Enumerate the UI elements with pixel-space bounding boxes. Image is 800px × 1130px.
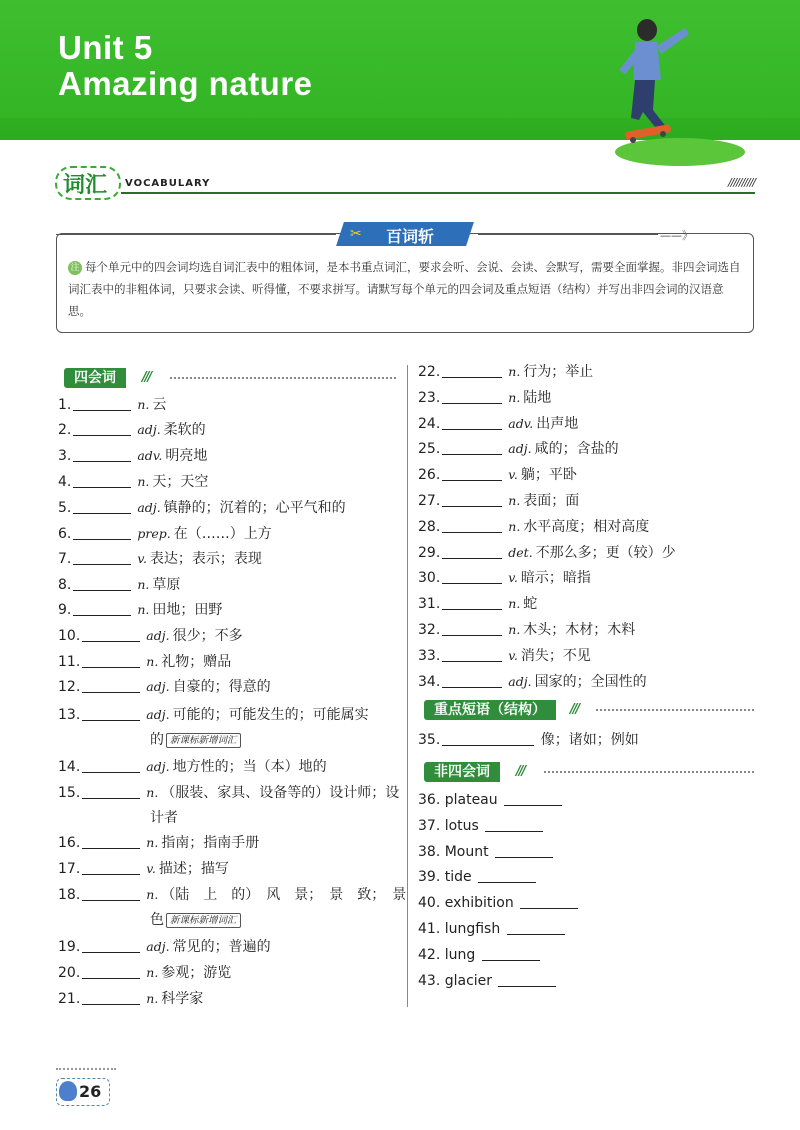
- item-definition: 可能的；可能发生的；可能属实: [172, 707, 369, 723]
- footer-dots: [56, 1068, 116, 1070]
- part-of-speech: adv.: [508, 415, 534, 431]
- item-number: 10.: [58, 628, 81, 644]
- part-of-speech: adj.: [146, 628, 170, 643]
- part-of-speech: adj.: [137, 422, 161, 437]
- answer-blank[interactable]: [442, 468, 502, 481]
- answer-blank[interactable]: [82, 655, 140, 668]
- answer-blank[interactable]: [498, 974, 556, 987]
- item-number: 31.: [418, 596, 441, 613]
- item-number: 5.: [58, 500, 72, 516]
- part-of-speech: n.: [137, 577, 150, 592]
- part-of-speech: adv.: [137, 448, 163, 463]
- part-of-speech: n.: [508, 493, 521, 508]
- item-number: 30.: [418, 570, 441, 587]
- vocab-item: [418, 672, 647, 692]
- group-four-header: [64, 368, 396, 388]
- item-definition: 天；天空: [152, 474, 209, 490]
- vocab-item: [58, 626, 243, 646]
- item-definition: 咸的；含盐的: [534, 441, 619, 458]
- vocab-item: [418, 362, 593, 382]
- group-nonfour-bars: ///: [516, 764, 525, 779]
- part-of-speech: n.: [508, 364, 521, 379]
- answer-blank[interactable]: [495, 845, 553, 858]
- part-of-speech: n.: [137, 602, 150, 617]
- vocab-item: [418, 491, 579, 511]
- vocab-item: [58, 885, 406, 905]
- answer-blank[interactable]: [520, 896, 578, 909]
- answer-blank[interactable]: [482, 948, 540, 961]
- item-number: 40.: [418, 895, 441, 912]
- answer-blank[interactable]: [507, 922, 565, 935]
- non-four-item: [418, 790, 564, 810]
- item-number: 37.: [418, 817, 441, 834]
- answer-blank[interactable]: [73, 578, 131, 591]
- vocab-item-continuation: [150, 910, 241, 930]
- part-of-speech: n.: [137, 474, 150, 489]
- item-number: 41.: [418, 921, 441, 937]
- intro-top-line-left: [56, 234, 336, 235]
- item-word: lotus: [444, 817, 479, 834]
- answer-blank[interactable]: [82, 680, 140, 693]
- item-number: 25.: [418, 441, 441, 458]
- answer-blank[interactable]: [485, 819, 543, 832]
- item-definition: 像；诸如；例如: [540, 732, 639, 748]
- part-of-speech: n.: [508, 622, 521, 637]
- part-of-speech: v.: [508, 570, 518, 586]
- item-definition: 自豪的；得意的: [172, 679, 271, 695]
- vocab-item-continuation: [150, 808, 178, 828]
- group-nonfour-dots: [544, 771, 754, 773]
- item-number: 20.: [58, 965, 81, 981]
- item-number: 21.: [58, 991, 81, 1007]
- vocab-item: [58, 600, 222, 620]
- answer-blank[interactable]: [82, 888, 140, 901]
- answer-blank[interactable]: [82, 862, 140, 875]
- item-number: 29.: [418, 544, 441, 561]
- part-of-speech: adj.: [146, 679, 170, 694]
- answer-blank[interactable]: [442, 675, 502, 688]
- item-number: 9.: [58, 602, 72, 618]
- answer-blank[interactable]: [82, 629, 140, 642]
- item-number: 6.: [58, 526, 72, 542]
- sword-icon: ✂: [350, 226, 362, 242]
- answer-blank[interactable]: [478, 870, 536, 883]
- item-definition: 科学家: [161, 991, 204, 1007]
- group-nonfour-label: 非四会词: [424, 762, 500, 782]
- item-definition: 参观；游览: [161, 965, 232, 981]
- intro-text-body: 每个单元中的四会词均选自词汇表中的粗体词，是本书重点词汇，要求会听、会说、会读、会默写，需要全面掌握。非四会词选自词汇表中的非粗体词，只要求会读、听得懂，不要求拼写。请默写每个单元的四会词及重点短语（结构）并写出非四会词的汉语意思。: [68, 260, 741, 318]
- group-phrase-dots: [596, 709, 754, 711]
- group-four-dots: [170, 377, 396, 379]
- item-number: 35.: [418, 732, 441, 748]
- vocab-item: [418, 568, 591, 588]
- answer-blank[interactable]: [82, 992, 140, 1005]
- vocab-item: [418, 388, 551, 408]
- item-word: tide: [444, 869, 472, 886]
- part-of-speech: n.: [146, 991, 159, 1006]
- vocab-item: [58, 446, 207, 466]
- answer-blank[interactable]: [442, 417, 502, 430]
- item-word: lung: [444, 946, 476, 963]
- group-four-bars: ///: [142, 370, 151, 385]
- vocabulary-title-en: VOCABULARY: [125, 178, 211, 189]
- item-definition: 消失；不见: [520, 647, 591, 664]
- part-of-speech: adj.: [508, 441, 532, 457]
- skateboarder-illustration: [605, 10, 695, 150]
- part-of-speech: n.: [146, 785, 159, 800]
- part-of-speech: adj.: [146, 759, 170, 774]
- answer-blank[interactable]: [442, 623, 502, 636]
- vocab-item: [418, 543, 676, 563]
- item-definition: 国家的；全国性的: [534, 673, 647, 690]
- item-number: 22.: [418, 364, 441, 380]
- vocab-item: [58, 989, 203, 1009]
- non-four-item: [418, 919, 567, 939]
- item-definition: （陆 上 的） 风 景； 景 致； 景: [161, 887, 407, 903]
- answer-blank[interactable]: [442, 365, 502, 378]
- answer-blank[interactable]: [73, 603, 131, 616]
- item-number: 18.: [58, 887, 81, 903]
- item-definition: 表达；表示；表现: [149, 551, 262, 567]
- unit-number: Unit 5: [58, 29, 153, 66]
- item-number: 12.: [58, 679, 81, 695]
- answer-blank[interactable]: [82, 966, 140, 979]
- item-word: exhibition: [444, 895, 514, 912]
- item-definition: 不那么多；更（较）少: [535, 544, 676, 561]
- non-four-item: [418, 867, 538, 887]
- part-of-speech: adj.: [146, 939, 170, 954]
- item-definition: 礼物；赠品: [161, 654, 232, 670]
- item-definition: 柔软的: [163, 422, 206, 438]
- item-definition: 很少；不多: [172, 628, 243, 644]
- vocab-item: [418, 465, 577, 485]
- part-of-speech: v.: [146, 861, 156, 876]
- item-number: 26.: [418, 467, 441, 484]
- item-definition: 云: [152, 397, 167, 413]
- answer-blank[interactable]: [82, 836, 140, 849]
- vocab-item: [58, 859, 229, 879]
- intro-tag: 百词斩: [385, 227, 434, 246]
- item-definition: 躺；平卧: [520, 467, 577, 484]
- vocab-item: [58, 498, 346, 518]
- vocab-item: [58, 652, 231, 672]
- vocab-item: [58, 783, 399, 803]
- vocab-item: [58, 705, 369, 725]
- item-number: 39.: [418, 869, 441, 886]
- item-number: 19.: [58, 939, 81, 955]
- vocab-item: [58, 395, 166, 415]
- intro-text: [68, 256, 744, 322]
- item-definition: 地方性的；当（本）地的: [172, 759, 327, 775]
- item-number: 24.: [418, 415, 441, 432]
- answer-blank[interactable]: [82, 708, 140, 721]
- answer-blank[interactable]: [442, 571, 502, 584]
- part-of-speech: adj.: [146, 707, 170, 722]
- item-number: 7.: [58, 551, 72, 567]
- answer-blank[interactable]: [442, 391, 502, 404]
- item-number: 38.: [418, 843, 441, 860]
- vocab-item: [58, 472, 208, 492]
- item-word: plateau: [444, 792, 498, 808]
- part-of-speech: det.: [508, 544, 533, 560]
- non-four-item: [418, 971, 558, 991]
- answer-blank[interactable]: [73, 398, 131, 411]
- item-number: 13.: [58, 707, 81, 723]
- answer-blank[interactable]: [73, 527, 131, 540]
- item-definition: 指南；指南手册: [161, 835, 260, 851]
- vocab-item: [58, 677, 271, 697]
- item-number: 23.: [418, 389, 441, 406]
- part-of-speech: v.: [137, 551, 147, 566]
- part-of-speech: n.: [146, 965, 159, 980]
- vocabulary-title-cn: 词汇: [63, 173, 108, 198]
- note-icon: 注: [68, 261, 82, 275]
- group-phrase-label: 重点短语（结构）: [424, 700, 556, 720]
- vocab-item: [418, 594, 537, 614]
- item-definition: 描述；描写: [158, 861, 229, 877]
- page-number: 26: [79, 1082, 102, 1101]
- vocab-item: [58, 420, 206, 440]
- group-nonfour-header: [424, 762, 754, 782]
- item-definition: 蛇: [523, 596, 538, 613]
- part-of-speech: n.: [508, 596, 521, 612]
- item-definition: 暗示；暗指: [520, 570, 591, 587]
- item-number: 3.: [58, 448, 72, 464]
- item-word: glacier: [444, 972, 493, 989]
- item-definition: 木头；木材；木料: [523, 622, 636, 638]
- item-definition: 草原: [152, 577, 181, 593]
- part-of-speech: n.: [508, 389, 521, 405]
- item-word: lungfish: [444, 921, 501, 937]
- group-phrase-header: [424, 700, 754, 720]
- answer-blank[interactable]: [442, 520, 502, 533]
- group-phrase-bars: ///: [570, 702, 579, 717]
- answer-blank[interactable]: [504, 793, 562, 806]
- item-number: 34.: [418, 673, 441, 690]
- phrase-item: [418, 730, 639, 750]
- answer-blank[interactable]: [73, 552, 131, 565]
- vocab-item: [58, 963, 231, 983]
- answer-blank[interactable]: [442, 494, 502, 507]
- vocab-item: [418, 414, 578, 434]
- item-number: 4.: [58, 474, 72, 490]
- group-four-label: 四会词: [64, 368, 126, 388]
- answer-blank[interactable]: [442, 442, 502, 455]
- item-number: 32.: [418, 622, 441, 638]
- item-number: 28.: [418, 518, 441, 535]
- item-definition: 在（……）上方: [173, 526, 272, 542]
- item-definition: 出声地: [536, 415, 579, 432]
- vocab-item-continuation: [150, 730, 241, 750]
- vocab-item: [58, 549, 262, 569]
- item-definition: 表面；面: [523, 493, 580, 509]
- item-definition: 镇静的；沉着的；心平气和的: [163, 500, 346, 516]
- answer-blank[interactable]: [82, 940, 140, 953]
- item-definition: 常见的；普遍的: [172, 939, 271, 955]
- non-four-item: [418, 842, 555, 862]
- part-of-speech: adj.: [508, 673, 532, 689]
- new-word-tag: 新课标新增词汇: [166, 733, 241, 748]
- vocab-item: [418, 517, 649, 537]
- item-definition: （服装、家具、设备等的）设计师；设: [161, 785, 400, 801]
- item-number: 11.: [58, 654, 81, 670]
- item-definition-cont: 计者: [150, 810, 178, 826]
- answer-blank[interactable]: [442, 597, 502, 610]
- item-number: 14.: [58, 759, 81, 775]
- item-number: 2.: [58, 422, 72, 438]
- answer-blank[interactable]: [82, 760, 140, 773]
- non-four-item: [418, 893, 580, 913]
- intro-arrows: ——》: [660, 229, 693, 242]
- answer-blank[interactable]: [73, 475, 131, 488]
- item-number: 8.: [58, 577, 72, 593]
- answer-blank[interactable]: [73, 501, 131, 514]
- vocab-item: [418, 439, 619, 459]
- non-four-item: [418, 816, 545, 836]
- answer-blank[interactable]: [73, 449, 131, 462]
- vocabulary-section-header: [55, 160, 755, 200]
- part-of-speech: n.: [146, 835, 159, 850]
- column-divider: [407, 365, 408, 1007]
- item-number: 1.: [58, 397, 72, 413]
- vocab-item: [58, 575, 180, 595]
- part-of-speech: n.: [146, 654, 159, 669]
- answer-blank[interactable]: [442, 649, 502, 662]
- item-number: 33.: [418, 647, 441, 664]
- item-number: 43.: [418, 972, 441, 989]
- item-definition-cont: 色: [150, 912, 164, 928]
- vocab-item: [418, 620, 635, 640]
- item-definition-cont: 的: [150, 732, 164, 748]
- item-number: 36.: [418, 792, 441, 808]
- part-of-speech: n.: [508, 518, 521, 534]
- answer-blank[interactable]: [82, 786, 140, 799]
- vocabulary-underline: [121, 192, 755, 194]
- part-of-speech: adj.: [137, 500, 161, 515]
- page-number-badge: [56, 1078, 110, 1106]
- vocab-item: [58, 757, 327, 777]
- unit-name: Amazing nature: [58, 65, 313, 102]
- item-definition: 田地；田野: [152, 602, 223, 618]
- item-number: 17.: [58, 861, 81, 877]
- answer-blank[interactable]: [73, 423, 131, 436]
- part-of-speech: prep.: [137, 526, 171, 541]
- item-number: 15.: [58, 785, 81, 801]
- lightbulb-icon: [59, 1081, 77, 1101]
- item-word: Mount: [444, 843, 489, 860]
- item-number: 27.: [418, 493, 441, 509]
- vocab-item: [58, 524, 272, 544]
- vocab-item: [58, 833, 259, 853]
- answer-blank[interactable]: [442, 733, 534, 746]
- item-number: 42.: [418, 946, 441, 963]
- new-word-tag: 新课标新增词汇: [166, 913, 241, 928]
- part-of-speech: n.: [146, 887, 159, 902]
- decorative-slashes: //////////: [727, 176, 755, 189]
- item-definition: 水平高度；相对高度: [523, 518, 650, 535]
- vocab-item: [58, 937, 271, 957]
- part-of-speech: v.: [508, 647, 518, 663]
- item-number: 16.: [58, 835, 81, 851]
- item-definition: 陆地: [523, 389, 552, 406]
- item-definition: 行为；举止: [523, 364, 594, 380]
- answer-blank[interactable]: [442, 546, 502, 559]
- intro-top-line-right: [478, 234, 658, 235]
- vocab-item: [418, 646, 591, 666]
- non-four-item: [418, 945, 542, 965]
- unit-title: [58, 30, 313, 102]
- part-of-speech: v.: [508, 467, 518, 483]
- item-definition: 明亮地: [165, 448, 208, 464]
- part-of-speech: n.: [137, 397, 150, 412]
